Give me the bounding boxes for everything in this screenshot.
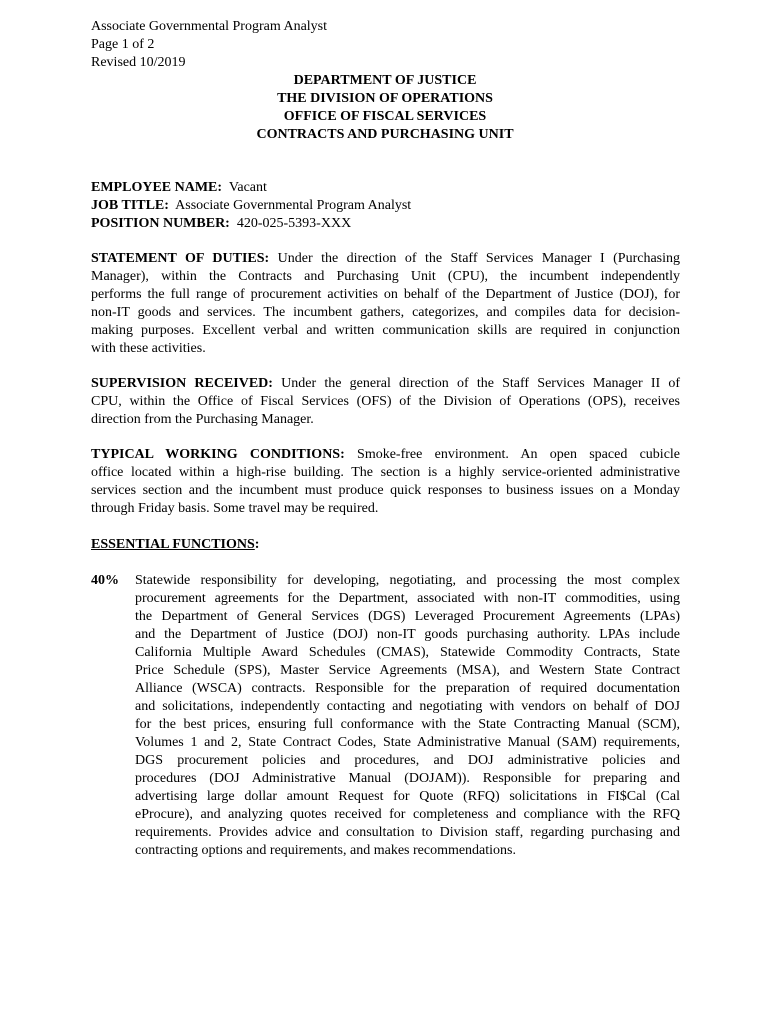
essential-line-2: procurement agreements for the Department, associated with non-IT commodities, using: [135, 591, 680, 606]
conditions-line-4: through Friday basis. Some travel may be required.: [91, 501, 379, 516]
duties-line-5: making purposes. Excellent verbal and written communication skills are required in conjunction: [91, 323, 680, 338]
supervision-line-2: CPU, within the Office of Fiscal Services (OFS) of the Division of Operations (OPS), receives: [91, 394, 680, 409]
conditions-line-2: office located within a high-rise building. The section is a highly service-oriented administrative: [91, 465, 680, 480]
essential-line-16: contracting options and requirements, and makes recommendations.: [135, 843, 517, 858]
header-revised-date: Revised 10/2019: [91, 55, 186, 70]
title-office: OFFICE OF FISCAL SERVICES: [283, 109, 487, 124]
employee-name-label: EMPLOYEE NAME:: [91, 180, 223, 195]
employee-name-value: Vacant: [228, 180, 267, 195]
conditions-line-1: TYPICAL WORKING CONDITIONS: Smoke-free environment. An open spaced cubicle: [91, 447, 681, 462]
title-division: THE DIVISION OF OPERATIONS: [277, 91, 493, 106]
essential-line-6: Price Schedule (SPS), Master Service Agreements (MSA), and Western State Contract: [135, 663, 680, 678]
job-title-value: Associate Governmental Program Analyst: [175, 198, 412, 213]
essential-line-3: the Department of General Services (DGS) Leveraged Procurement Agreements (LPAs): [135, 609, 680, 624]
position-number-value: 420-025-5393-XXX: [236, 216, 352, 231]
position-number-row: [91, 215, 351, 233]
supervision-line-1: SUPERVISION RECEIVED: Under the general direction of the Staff Services Manager II of: [91, 376, 681, 391]
essential-line-15: requirements. Provides advice and consultation to Division staff, regarding purchasing and: [135, 825, 680, 840]
job-title-label: JOB TITLE:: [91, 198, 169, 213]
duties-line-1: STATEMENT OF DUTIES: Under the direction of the Staff Services Manager I (Purchasing: [91, 251, 681, 266]
duties-line-4: non-IT goods and services. The incumbent gathers, categorizes, and compiles data for decision-: [91, 305, 680, 320]
employee-name-row: [91, 179, 267, 197]
essential-line-4: and the Department of Justice (DOJ) non-IT goods purchasing authority. LPAs include: [135, 627, 680, 642]
header-job-title: Associate Governmental Program Analyst: [91, 19, 328, 34]
essential-line-12: procedures (DOJ Administrative Manual (DOJAM)). Responsible for preparing and: [135, 771, 680, 786]
essential-line-1: Statewide responsibility for developing, negotiating, and processing the most complex: [135, 573, 680, 588]
header-page-number: Page 1 of 2: [91, 37, 155, 52]
title-department: DEPARTMENT OF JUSTICE: [293, 73, 477, 88]
supervision-label: SUPERVISION RECEIVED:: [91, 376, 273, 391]
essential-line-13: advertising large dollar amount Request for Quote (RFQ) solicitations in FI$Cal (Cal: [135, 789, 680, 804]
conditions-label: TYPICAL WORKING CONDITIONS:: [91, 447, 345, 462]
conditions-line-3: services section and the incumbent must produce quick responses to business issues on a Monday: [91, 483, 680, 498]
essential-line-10: Volumes 1 and 2, State Contract Codes, State Administrative Manual (SAM) requirements,: [135, 735, 680, 750]
essential-functions-heading: ESSENTIAL FUNCTIONS:: [91, 537, 260, 552]
job-title-row: [91, 197, 411, 215]
essential-line-8: and solicitations, independently contacting and negotiating with vendors on behalf of DOJ: [135, 699, 680, 714]
title-unit: CONTRACTS AND PURCHASING UNIT: [256, 127, 514, 142]
essential-line-5: California Multiple Award Schedules (CMAS), Statewide Commodity Contracts, State: [135, 645, 680, 660]
essential-line-11: DGS procurement policies and procedures, and DOJ administrative policies and: [135, 753, 680, 768]
duties-line-2: Manager), within the Contracts and Purchasing Unit (CPU), the incumbent independently: [91, 269, 680, 284]
position-number-label: POSITION NUMBER:: [91, 216, 230, 231]
essential-percent: 40%: [91, 573, 119, 588]
essential-line-7: Alliance (WSCA) contracts. Responsible for the preparation of required documentation: [135, 681, 680, 696]
essential-line-9: for the best prices, ensuring full conformance with the State Contracting Manual (SCM),: [135, 717, 680, 732]
duties-line-3: performs the full range of procurement activities on behalf of the Department of Justice (DOJ), for: [91, 287, 680, 302]
essential-line-14: eProcure), and analyzing quotes received for completeness and compliance with the RFQ: [135, 807, 680, 822]
supervision-line-3: direction from the Purchasing Manager.: [91, 412, 314, 427]
duties-line-6: with these activities.: [91, 341, 206, 356]
duties-label: STATEMENT OF DUTIES:: [91, 251, 270, 266]
